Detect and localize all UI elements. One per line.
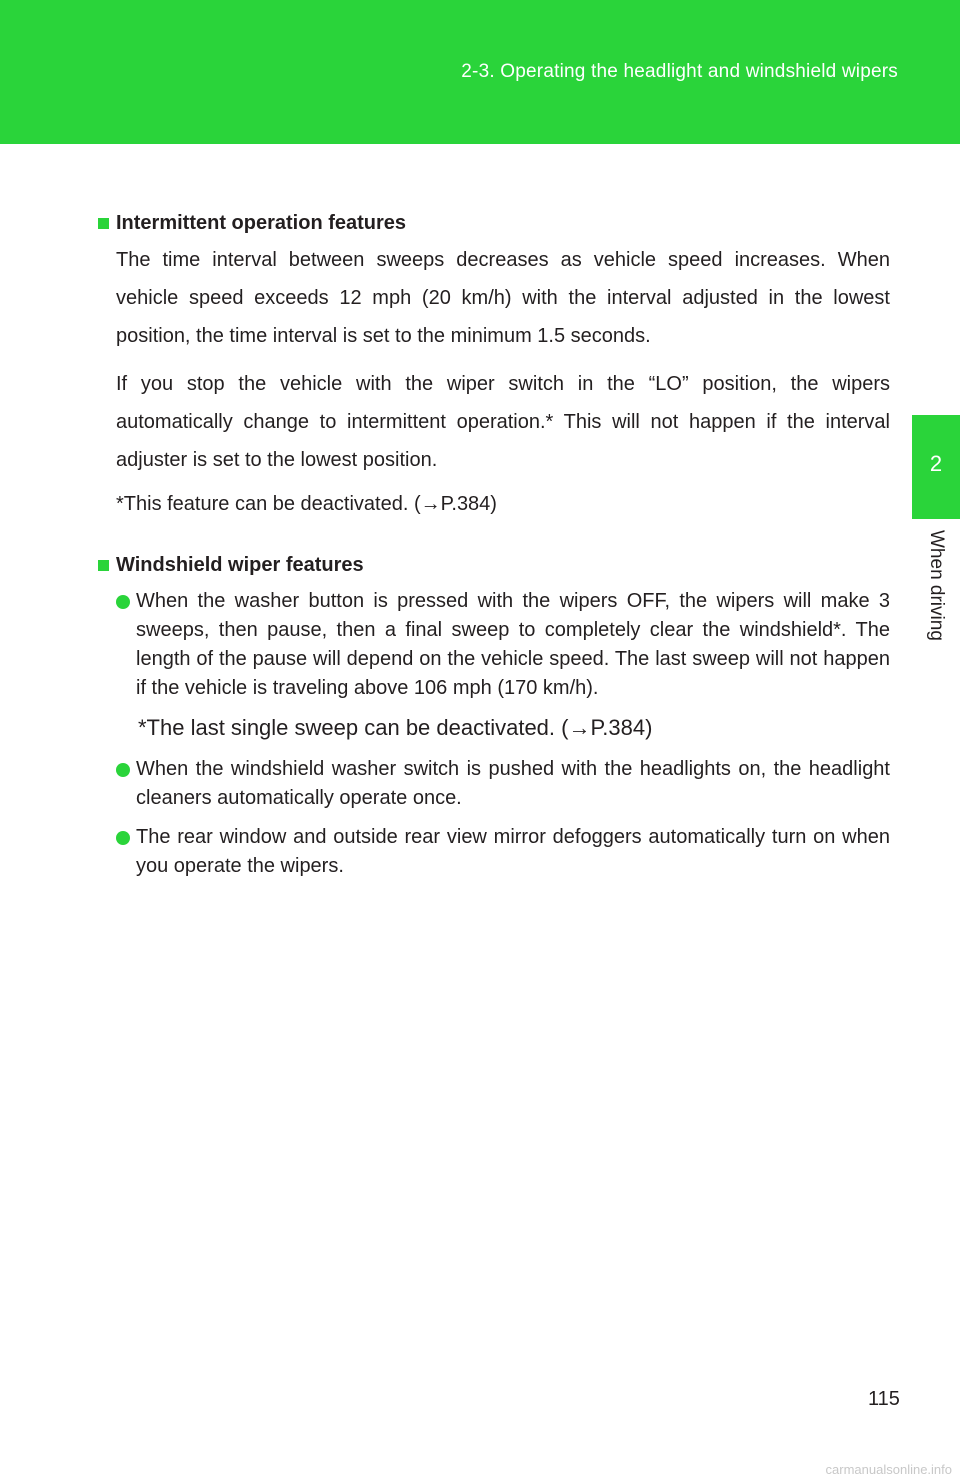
watermark: carmanualsonline.info	[825, 1462, 952, 1477]
square-bullet-icon	[98, 218, 109, 229]
section-title: 2-3. Operating the headlight and windshield wipers	[461, 61, 898, 82]
circle-bullet-icon	[116, 831, 130, 845]
chapter-number: 2	[929, 451, 943, 476]
square-bullet-icon	[98, 560, 109, 571]
list-item-text: The rear window and outside rear view mirror defoggers automatically turn on when you operate the wipers.	[136, 826, 890, 877]
list-item	[116, 823, 890, 881]
section-heading	[98, 549, 890, 581]
section-windshield-wiper	[98, 549, 890, 881]
circle-bullet-icon	[116, 595, 130, 609]
page-number: 115	[868, 1388, 900, 1410]
section-heading-text: Intermittent operation features	[116, 212, 407, 234]
list-item-text: When the windshield washer switch is pushed with the headlights on, the headlight cleaners automatically operate once.	[136, 758, 890, 809]
section-heading	[98, 207, 890, 239]
paragraph: If you stop the vehicle with the wiper switch in the “LO” position, the wipers automatically change to intermittent operation.* This will not happen if the interval adjuster is set to the lowest position.	[116, 373, 890, 471]
list-item	[116, 755, 890, 813]
list-item-text: When the washer button is pressed with the wipers OFF, the wipers will make 3 sweeps, then pause, then a final sweep to completely clear the windshield*. The length of the pause will depend on the vehicle speed. The last sweep will not happen if the vehicle is traveling above 106 mph (170 km/h).	[136, 590, 890, 699]
circle-bullet-icon	[116, 763, 130, 777]
chapter-tab	[912, 415, 960, 519]
page-content	[98, 207, 890, 881]
section-intermittent	[98, 207, 890, 523]
header-band	[0, 0, 960, 144]
chapter-label: When driving	[926, 530, 947, 641]
section-heading-text: Windshield wiper features	[116, 554, 364, 576]
footnote: *This feature can be deactivated. (→P.384)	[116, 493, 497, 515]
list-item	[116, 587, 890, 703]
paragraph: The time interval between sweeps decreases as vehicle speed increases. When vehicle speed exceeds 12 mph (20 km/h) with the interval adjusted in the lowest position, the time interval is set to the minimum 1.5 seconds.	[116, 249, 890, 347]
footnote: *The last single sweep can be deactivated. (→P.384)	[138, 715, 653, 740]
